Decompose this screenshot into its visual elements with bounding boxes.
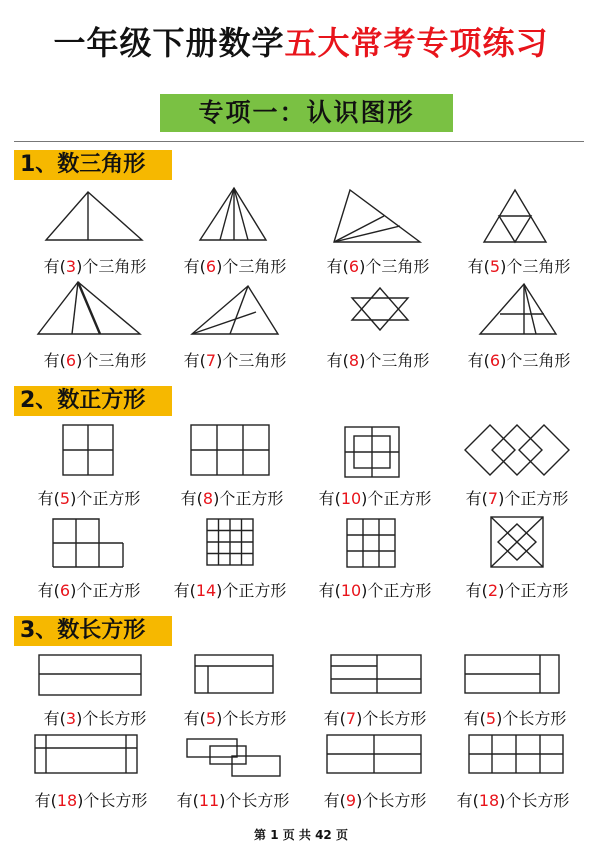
rectangle-answer-4: 有(5)个长方形	[463, 709, 567, 728]
rectangle-figure-6	[186, 738, 282, 778]
square-figure-7	[346, 518, 396, 568]
title-highlight: 五大常考专项练习	[284, 24, 549, 62]
section-title-squares: 2、数正方形	[14, 386, 172, 416]
triangle-figure-2	[198, 186, 268, 242]
square-answer-8: 有(2)个正方形	[465, 581, 569, 600]
page-footer: 第 1 页 共 42 页	[254, 828, 348, 842]
triangle-answer-5: 有(6)个三角形	[43, 351, 147, 370]
square-answer-5: 有(6)个正方形	[37, 581, 141, 600]
rectangle-figure-3	[330, 654, 422, 694]
section-title-triangles: 1、数三角形	[14, 150, 172, 180]
triangle-answer-7: 有(8)个三角形	[326, 351, 430, 370]
square-answer-2: 有(8)个正方形	[180, 489, 284, 508]
square-answer-6: 有(14)个正方形	[173, 581, 287, 600]
rectangle-answer-7: 有(9)个长方形	[323, 791, 427, 810]
triangle-figure-6	[190, 284, 280, 336]
rectangle-answer-2: 有(5)个长方形	[183, 709, 287, 728]
square-answer-4: 有(7)个正方形	[465, 489, 569, 508]
divider	[14, 141, 584, 142]
section-title-rectangles: 3、数长方形	[14, 616, 172, 646]
rectangle-answer-3: 有(7)个长方形	[323, 709, 427, 728]
square-answer-3: 有(10)个正方形	[318, 489, 432, 508]
rectangle-figure-4	[464, 654, 560, 694]
rectangle-figure-5	[34, 734, 138, 774]
rectangle-figure-2	[194, 654, 274, 694]
triangle-answer-6: 有(7)个三角形	[183, 351, 287, 370]
page-title	[0, 18, 602, 64]
triangle-figure-4	[482, 188, 548, 244]
rectangle-answer-5: 有(18)个长方形	[34, 791, 148, 810]
square-figure-4	[464, 424, 570, 476]
rectangle-answer-1: 有(3)个长方形	[43, 709, 147, 728]
square-figure-5	[52, 518, 124, 568]
square-figure-3	[344, 426, 400, 478]
triangle-figure-1	[44, 190, 144, 242]
rectangle-figure-7	[326, 734, 422, 774]
square-figure-8	[490, 516, 544, 568]
star-figure	[350, 286, 410, 332]
triangle-answer-4: 有(5)个三角形	[467, 257, 571, 276]
square-answer-1: 有(5)个正方形	[37, 489, 141, 508]
triangle-answer-3: 有(6)个三角形	[326, 257, 430, 276]
rectangle-answer-6: 有(11)个长方形	[176, 791, 290, 810]
triangle-answer-2: 有(6)个三角形	[183, 257, 287, 276]
title-main: 一年级下册数学	[53, 24, 285, 62]
rectangle-figure-1	[38, 654, 142, 696]
square-answer-7: 有(10)个正方形	[318, 581, 432, 600]
topic-banner: 专项一：认识图形	[160, 94, 453, 132]
triangle-figure-3	[332, 188, 422, 244]
triangle-figure-8	[478, 282, 558, 336]
square-figure-1	[62, 424, 114, 476]
rectangle-answer-8: 有(18)个长方形	[456, 791, 570, 810]
triangle-figure-5	[36, 280, 142, 336]
triangle-answer-1: 有(3)个三角形	[43, 257, 147, 276]
square-figure-2	[190, 424, 270, 476]
square-figure-6	[206, 518, 254, 566]
triangle-answer-8: 有(6)个三角形	[467, 351, 571, 370]
rectangle-figure-8	[468, 734, 564, 774]
